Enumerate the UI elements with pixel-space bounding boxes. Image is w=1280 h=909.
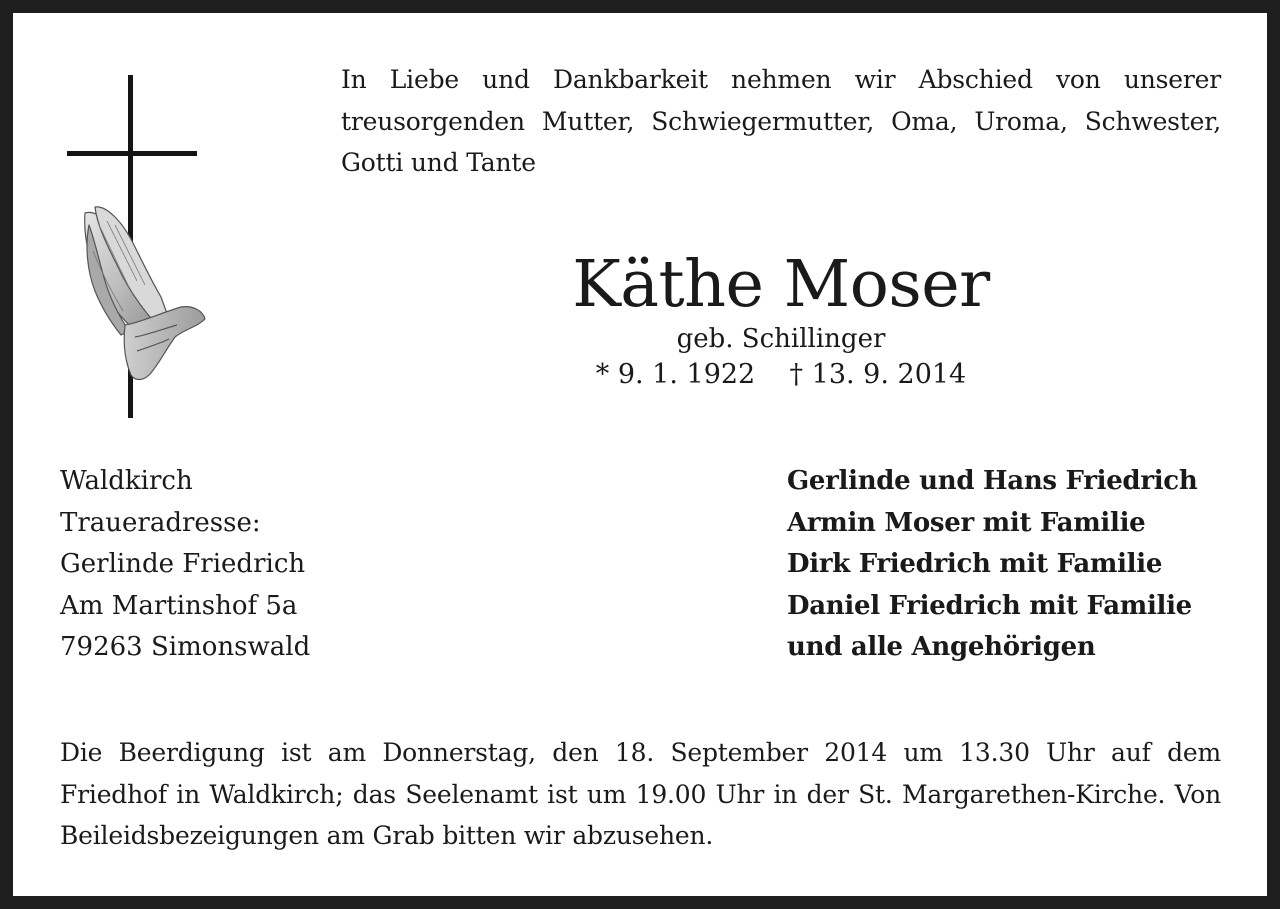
funeral-details: Die Beerdigung ist am Donnerstag, den 18. September 2014 um 13.30 Uhr auf dem Friedhof in Waldkirch; das Seelenamt ist um 19.00 Uhr in der St. Margarethen-Kirche. Von Beileidsbezeigungen am Grab bitten wir abzusehen. bbox=[60, 738, 1221, 850]
address-line: Am Martinshof 5a bbox=[60, 590, 298, 621]
address-line: 79263 Simonswald bbox=[60, 632, 311, 662]
family-line: Dirk Friedrich mit Familie bbox=[787, 549, 1163, 579]
deceased-name: Käthe Moser bbox=[572, 247, 990, 322]
family-line: Armin Moser mit Familie bbox=[787, 507, 1146, 538]
mourning-address bbox=[60, 461, 310, 669]
life-dates: * 9. 1. 1922 † 13. 9. 2014 bbox=[595, 359, 967, 390]
cross-with-praying-hands-icon bbox=[65, 75, 210, 420]
family-signatories bbox=[787, 461, 1197, 669]
obituary-card bbox=[13, 13, 1267, 896]
address-line: Gerlinde Friedrich bbox=[60, 549, 306, 579]
intro-text: In Liebe und Dankbarkeit nehmen wir Abschied von unserer treusorgenden Mutter, Schwiegermutter, Oma, Uroma, Schwester, Gotti und Tante bbox=[341, 65, 1221, 177]
family-line: Gerlinde und Hans Friedrich bbox=[787, 466, 1198, 496]
family-line: Daniel Friedrich mit Familie bbox=[787, 590, 1192, 621]
address-line: Waldkirch bbox=[60, 466, 193, 496]
family-line: und alle Angehörigen bbox=[787, 632, 1096, 662]
address-line: Traueradresse: bbox=[60, 507, 261, 538]
birth-name: geb. Schillinger bbox=[676, 324, 886, 354]
deceased-block bbox=[483, 245, 1079, 395]
